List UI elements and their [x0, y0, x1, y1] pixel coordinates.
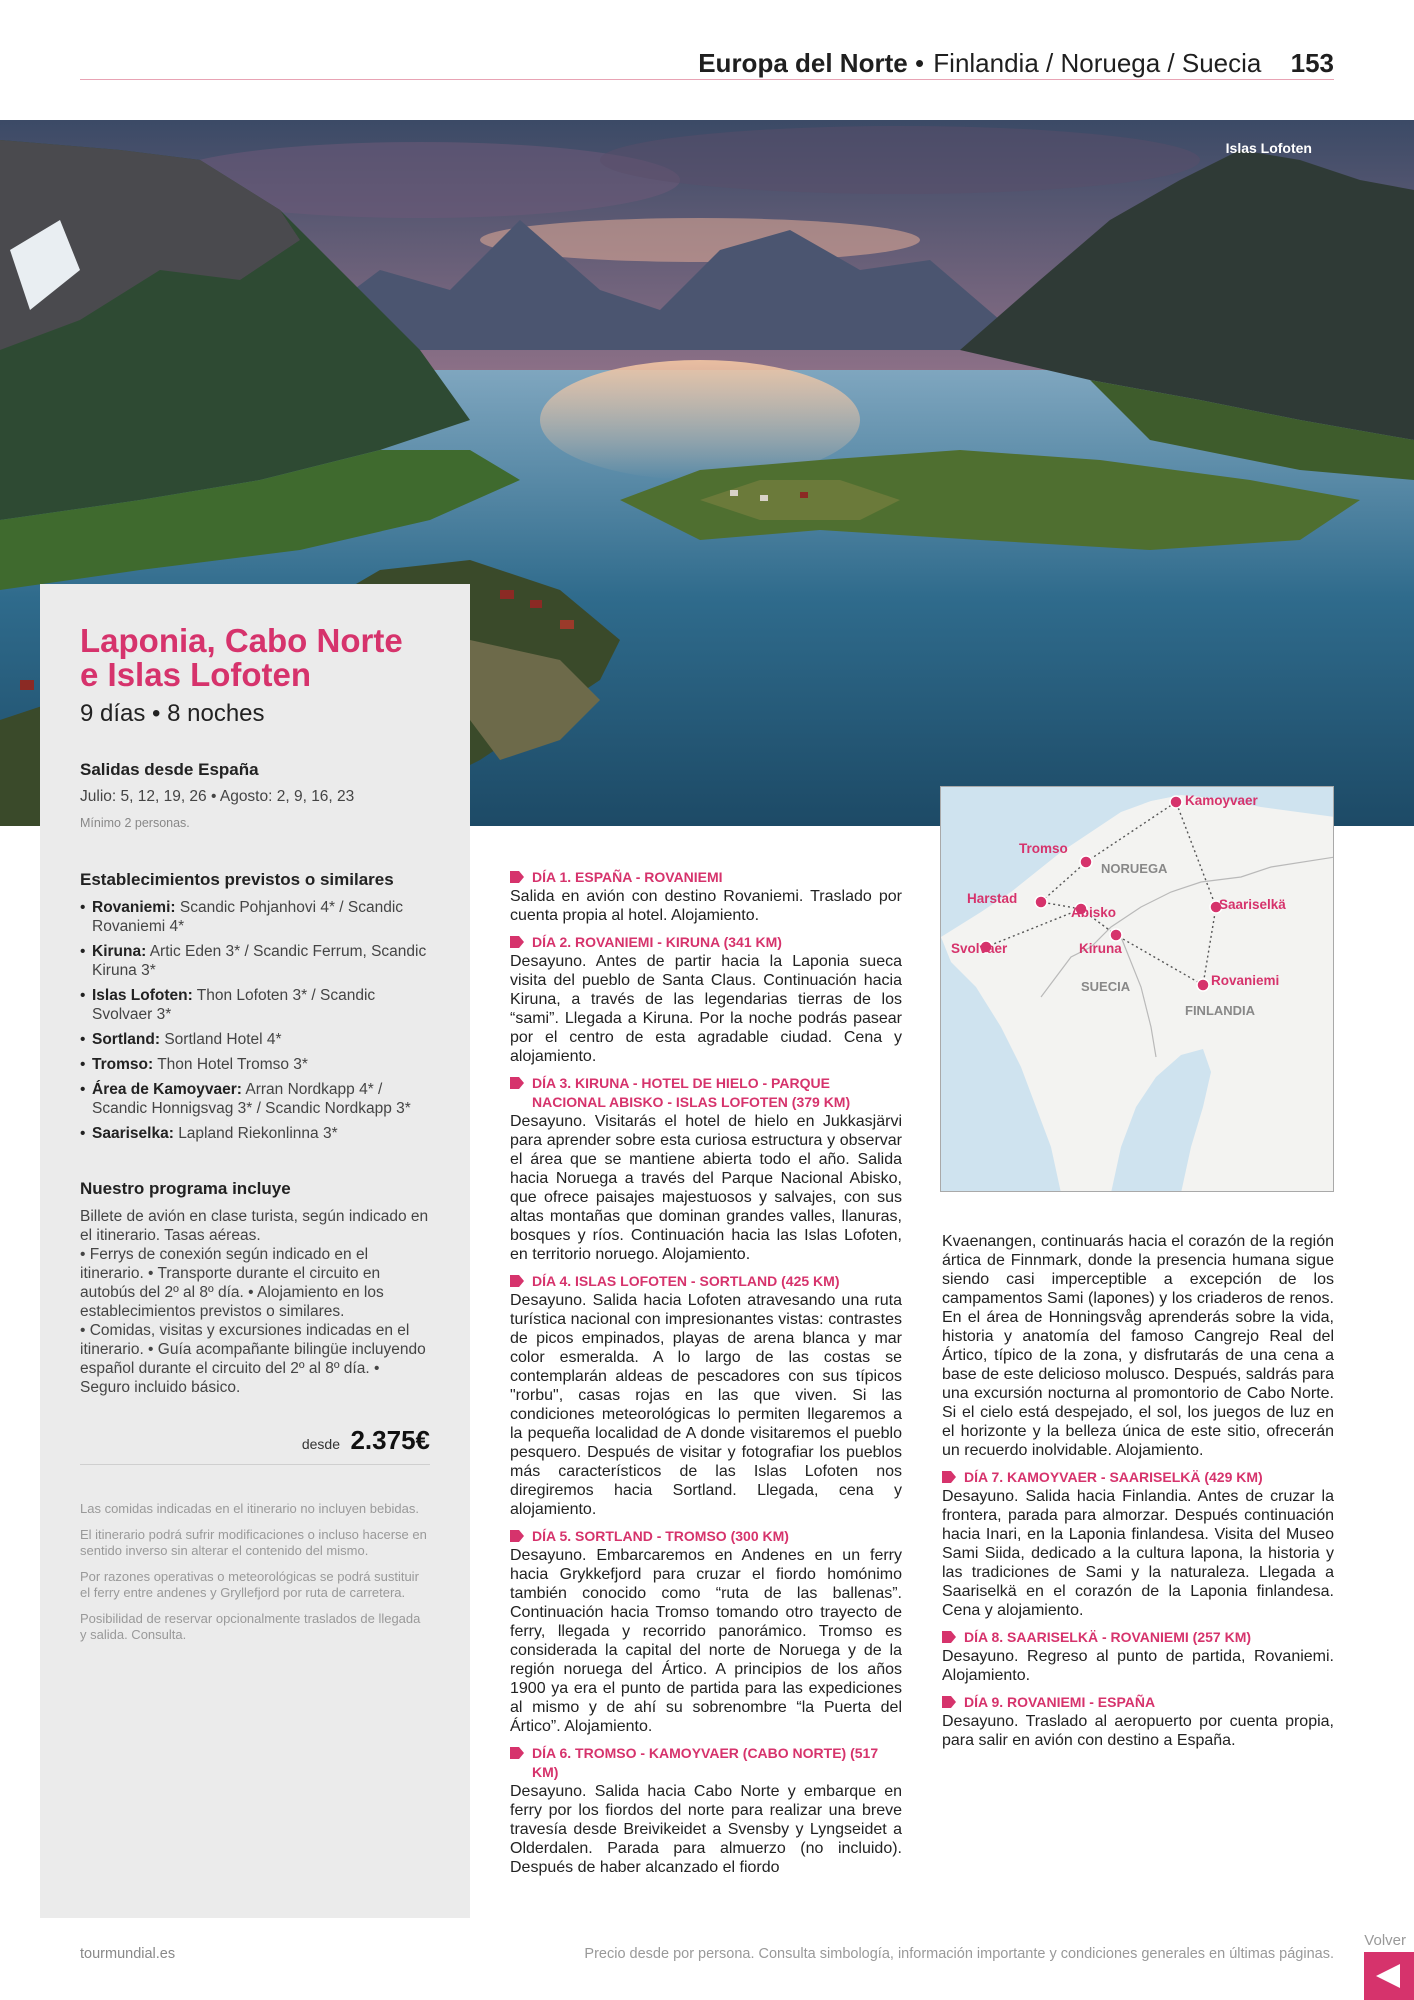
hotel-names: Artic Eden 3* / Scandic Ferrum, Scandic Kiruna 3* — [92, 943, 427, 979]
itinerary-day — [942, 1468, 1334, 1620]
tag-icon — [942, 1696, 956, 1708]
hero-caption: Islas Lofoten — [1225, 140, 1312, 156]
tag-icon — [942, 1631, 956, 1643]
day-title: DÍA 1. ESPAÑA - ROVANIEMI — [510, 868, 902, 887]
map-city-harstad: Harstad — [967, 891, 1018, 906]
route-map-illustration — [941, 787, 1334, 1192]
map-city-kiruna: Kiruna — [1079, 941, 1122, 956]
day-title: DÍA 8. SAARISELKÄ - ROVANIEMI (257 KM) — [942, 1628, 1334, 1647]
tag-icon — [510, 1275, 524, 1287]
tag-icon — [510, 1530, 524, 1542]
tag-icon — [510, 1747, 524, 1759]
notes — [80, 1501, 430, 1643]
hotel-names: Arran Nordkapp 4* / Scandic Honnigsvag 3* / Scandic Nordkapp 3* — [92, 1081, 411, 1117]
itinerary-day — [510, 933, 902, 1066]
footer-website[interactable]: tourmundial.es — [80, 1946, 176, 1962]
includes-paragraph: Billete de avión en clase turista, según indicado en el itinerario. Tasas aéreas. — [80, 1208, 429, 1244]
hotel-list — [80, 898, 430, 1143]
itinerary-day — [510, 1272, 902, 1519]
itinerary-day — [510, 1744, 902, 1877]
hotel-item — [80, 1055, 430, 1074]
day-title: DÍA 4. ISLAS LOFOTEN - SORTLAND (425 KM) — [510, 1272, 902, 1291]
itinerary-day — [510, 1527, 902, 1736]
header-countries: Finlandia / Noruega / Suecia — [933, 48, 1262, 78]
day-title: DÍA 3. KIRUNA - HOTEL DE HIELO - PARQUE NACIONAL ABISKO - ISLAS LOFOTEN (379 KM) — [510, 1074, 902, 1112]
note: Por razones operativas o meteorológicas se podrá sustituir el ferry entre andenes y Gryllefjord por ruta de carretera. — [80, 1569, 419, 1600]
itinerary-column-1 — [510, 868, 902, 1885]
day-text: Desayuno. Regreso al punto de partida, Rovaniemi. Alojamiento. — [942, 1648, 1334, 1684]
price-amount: 2.375€ — [350, 1425, 430, 1455]
hotel-item — [80, 1030, 430, 1049]
hotel-city: Rovaniemi: — [92, 899, 176, 916]
hotel-item — [80, 986, 430, 1024]
map-city-saariselka: Saariselkä — [1219, 897, 1286, 912]
price-from-label: desde — [301, 1436, 341, 1452]
map-country-norway: NORUEGA — [1101, 861, 1168, 876]
hotel-city: Sortland: — [92, 1031, 161, 1048]
includes-text — [80, 1207, 430, 1397]
route-map — [940, 786, 1334, 1192]
itinerary-day — [942, 1628, 1334, 1685]
day-text: Desayuno. Salida hacia Cabo Norte y embarque en ferry por los fiordos del norte para realizar una breve travesía desde Breivikeidet a Svensby y Lyngseidet a Olderdalen. Parada para almuerzo (no incluido). Después de haber alcanzado el fiordo — [510, 1783, 902, 1876]
map-country-sweden: SUECIA — [1081, 979, 1131, 994]
day-title: DÍA 5. SORTLAND - TROMSO (300 KM) — [510, 1527, 902, 1546]
day-text: Desayuno. Salida hacia Finlandia. Antes de cruzar la frontera, parada para almorzar. Después continuación hacia Inari, en la Laponia finlandesa. Visita del Museo Sami Siida, dedicado a la cultura lapona, la historia y las tradiciones de Sami y la naturaleza. Llegada a Saariselkä en el corazón de la Laponia finlandesa. Cena y alojamiento. — [942, 1488, 1334, 1619]
hotel-item — [80, 942, 430, 980]
tag-icon — [510, 871, 524, 883]
itinerary-column-2 — [942, 1232, 1334, 1758]
day-title: DÍA 2. ROVANIEMI - KIRUNA (341 KM) — [510, 933, 902, 952]
back-arrow-icon — [1374, 1962, 1404, 1990]
itinerary-day — [510, 868, 902, 925]
departures-dates: Julio: 5, 12, 19, 26 • Agosto: 2, 9, 16, 23 — [80, 788, 355, 805]
hotel-names: Thon Hotel Tromso 3* — [157, 1056, 308, 1073]
tag-icon — [510, 936, 524, 948]
map-city-svolvaer: Svolvaer — [951, 941, 1008, 956]
back-label[interactable]: Volver — [1364, 1932, 1406, 1949]
map-city-kamoyvaer: Kamoyvaer — [1185, 793, 1258, 808]
trip-title: Laponia, Cabo Norte e Islas Lofoten — [80, 622, 403, 693]
hotel-item — [80, 898, 430, 936]
day-title: DÍA 9. ROVANIEMI - ESPAÑA — [942, 1693, 1334, 1712]
footer-disclaimer: Precio desde por persona. Consulta simbología, información importante y condiciones generales en últimas páginas. — [584, 1946, 1334, 1962]
includes-paragraph: • Ferrys de conexión según indicado en el itinerario. • Transporte durante el circuito en autobús del 2º al 8º día. • Alojamiento en los establecimientos previstos o similares. — [80, 1246, 384, 1320]
note: Posibilidad de reservar opcionalmente traslados de llegada y salida. Consulta. — [80, 1611, 421, 1642]
note: El itinerario podrá sufrir modificaciones o incluso hacerse en sentido inverso sin alterar el contenido del mismo. — [80, 1527, 427, 1558]
trip-summary-panel — [40, 584, 470, 1918]
day-text: Desayuno. Embarcaremos en Andenes en un ferry hacia Grykkefjord para cruzar el fiordo homónimo también conocido como “ruta de las ballenas”. Continuación hacia Tromso tomando otro trayecto de ferry, llegada y recorrido panorámico. Tromso es considerada la capital del norte de Noruega y de la región noruega del Ártico. A principios de los años 1900 ya era el punto de partida para las expediciones al mismo y de ahí su sobrenombre “la Puerta del Ártico”. Alojamiento. — [510, 1547, 902, 1735]
includes-title: Nuestro programa incluye — [80, 1179, 291, 1198]
tag-icon — [942, 1471, 956, 1483]
hotel-names: Thon Lofoten 3* / Scandic Svolvaer 3* — [92, 987, 376, 1023]
hotel-city: Saariselka: — [92, 1125, 174, 1142]
includes-paragraph: • Comidas, visitas y excursiones indicadas en el itinerario. • Guía acompañante bilingüe incluyendo español durante el circuito del 2º al 8º día. • Seguro incluido básico. — [80, 1322, 426, 1396]
note: Las comidas indicadas en el itinerario no incluyen bebidas. — [80, 1501, 419, 1516]
header-region: Europa del Norte — [698, 48, 908, 78]
departures-title: Salidas desde España — [80, 760, 259, 779]
page-number: 153 — [1290, 48, 1334, 78]
hotel-city: Área de Kamoyvaer: — [92, 1081, 242, 1098]
header-text — [698, 48, 1334, 78]
departures-note: Mínimo 2 personas. — [80, 816, 190, 830]
day-text: Desayuno. Visitarás el hotel de hielo en Jukkasjärvi para aprender sobre esta curiosa estructura y observar el área que se mantiene abierta todo el año. Salida hacia Noruega a través del Parque Nacional Abisko, que ofrece paisajes majestuosos y salvajes, con sus altas montañas que dominan grandes valles, llanuras, bosques y ríos. Continuación hacia las Islas Lofoten, en territorio noruego. Alojamiento. — [510, 1113, 902, 1263]
header-separator: • — [914, 48, 925, 78]
day-title: DÍA 6. TROMSO - KAMOYVAER (CABO NORTE) (517 KM) — [510, 1744, 902, 1782]
hotels-title: Establecimientos previstos o similares — [80, 870, 394, 889]
map-city-tromso: Tromso — [1019, 841, 1068, 856]
hotel-city: Kiruna: — [92, 943, 147, 960]
day-text: Desayuno. Traslado al aeropuerto por cuenta propia, para salir en avión con destino a España. — [942, 1713, 1334, 1749]
itinerary-day-continuation — [942, 1232, 1334, 1460]
day-text: Salida en avión con destino Rovaniemi. Traslado por cuenta propia al hotel. Alojamiento. — [510, 888, 902, 924]
back-button[interactable] — [1364, 1952, 1414, 2000]
day-text: Desayuno. Salida hacia Lofoten atravesando una ruta turística nacional con impresionantes vistas: contrastes de picos empinados, playas de arena blanca y mar color esmeralda. A lo largo de las costas se contemplarán aldeas de pescadores con sus típicos "rorbu", casas rojas en las que viven. Si las condiciones meteorológicas lo permiten llegaremos a la pequeña localidad de A donde visitaremos el pueblo pesquero. Después de visitar y fotografiar los pueblos más característicos de las Islas Lofoten nos diregiremos hacia Sortland. Llegada, cena y alojamiento. — [510, 1292, 902, 1518]
price-row — [80, 1425, 430, 1465]
itinerary-day — [942, 1693, 1334, 1750]
tag-icon — [510, 1077, 524, 1089]
hotel-city: Tromso: — [92, 1056, 154, 1073]
map-country-finland: FINLANDIA — [1185, 1003, 1256, 1018]
hotel-item — [80, 1124, 430, 1143]
hotel-names: Sortland Hotel 4* — [164, 1031, 282, 1048]
itinerary-day — [510, 1074, 902, 1264]
map-city-rovaniemi: Rovaniemi — [1211, 973, 1280, 988]
day-title: DÍA 7. KAMOYVAER - SAARISELKÄ (429 KM) — [942, 1468, 1334, 1487]
hotel-names: Lapland Riekonlinna 3* — [178, 1125, 338, 1142]
trip-duration: 9 días • 8 noches — [80, 700, 265, 727]
page-header — [80, 44, 1334, 80]
day-text: Kvaenangen, continuarás hacia el corazón de la región ártica de Finnmark, donde la presencia humana sigue siendo casi imperceptible a excepción de los campamentos Sami (lapones) y los criaderos de renos. En el área de Honningsvåg aprenderás sobre la vida, historia y anatomía del famoso Cangrejo Real del Ártico, típico de la zona, y disfrutarás de una cena a base de este delicioso molusco. Después, saldrás para una excursión nocturna al promontorio de Cabo Norte. Si el cielo está despejado, el sol, los juegos de luz en el horizonte y la belleza única de este sitio, ofrecerán un recuerdo inolvidable. Alojamiento. — [942, 1233, 1334, 1459]
hotel-city: Islas Lofoten: — [92, 987, 193, 1004]
day-text: Desayuno. Antes de partir hacia la Laponia sueca visita del pueblo de Santa Claus. Continuación hacia Kiruna, a través de las legendarias tierras de los “sami”. Llegada a Kiruna. Por la noche podrás pasear por el centro de esta agradable ciudad. Cena y alojamiento. — [510, 953, 902, 1065]
hotel-names: Scandic Pohjanhovi 4* / Scandic Rovaniemi 4* — [92, 899, 404, 935]
hotel-item — [80, 1080, 430, 1118]
map-city-abisko: Abisko — [1071, 905, 1117, 920]
